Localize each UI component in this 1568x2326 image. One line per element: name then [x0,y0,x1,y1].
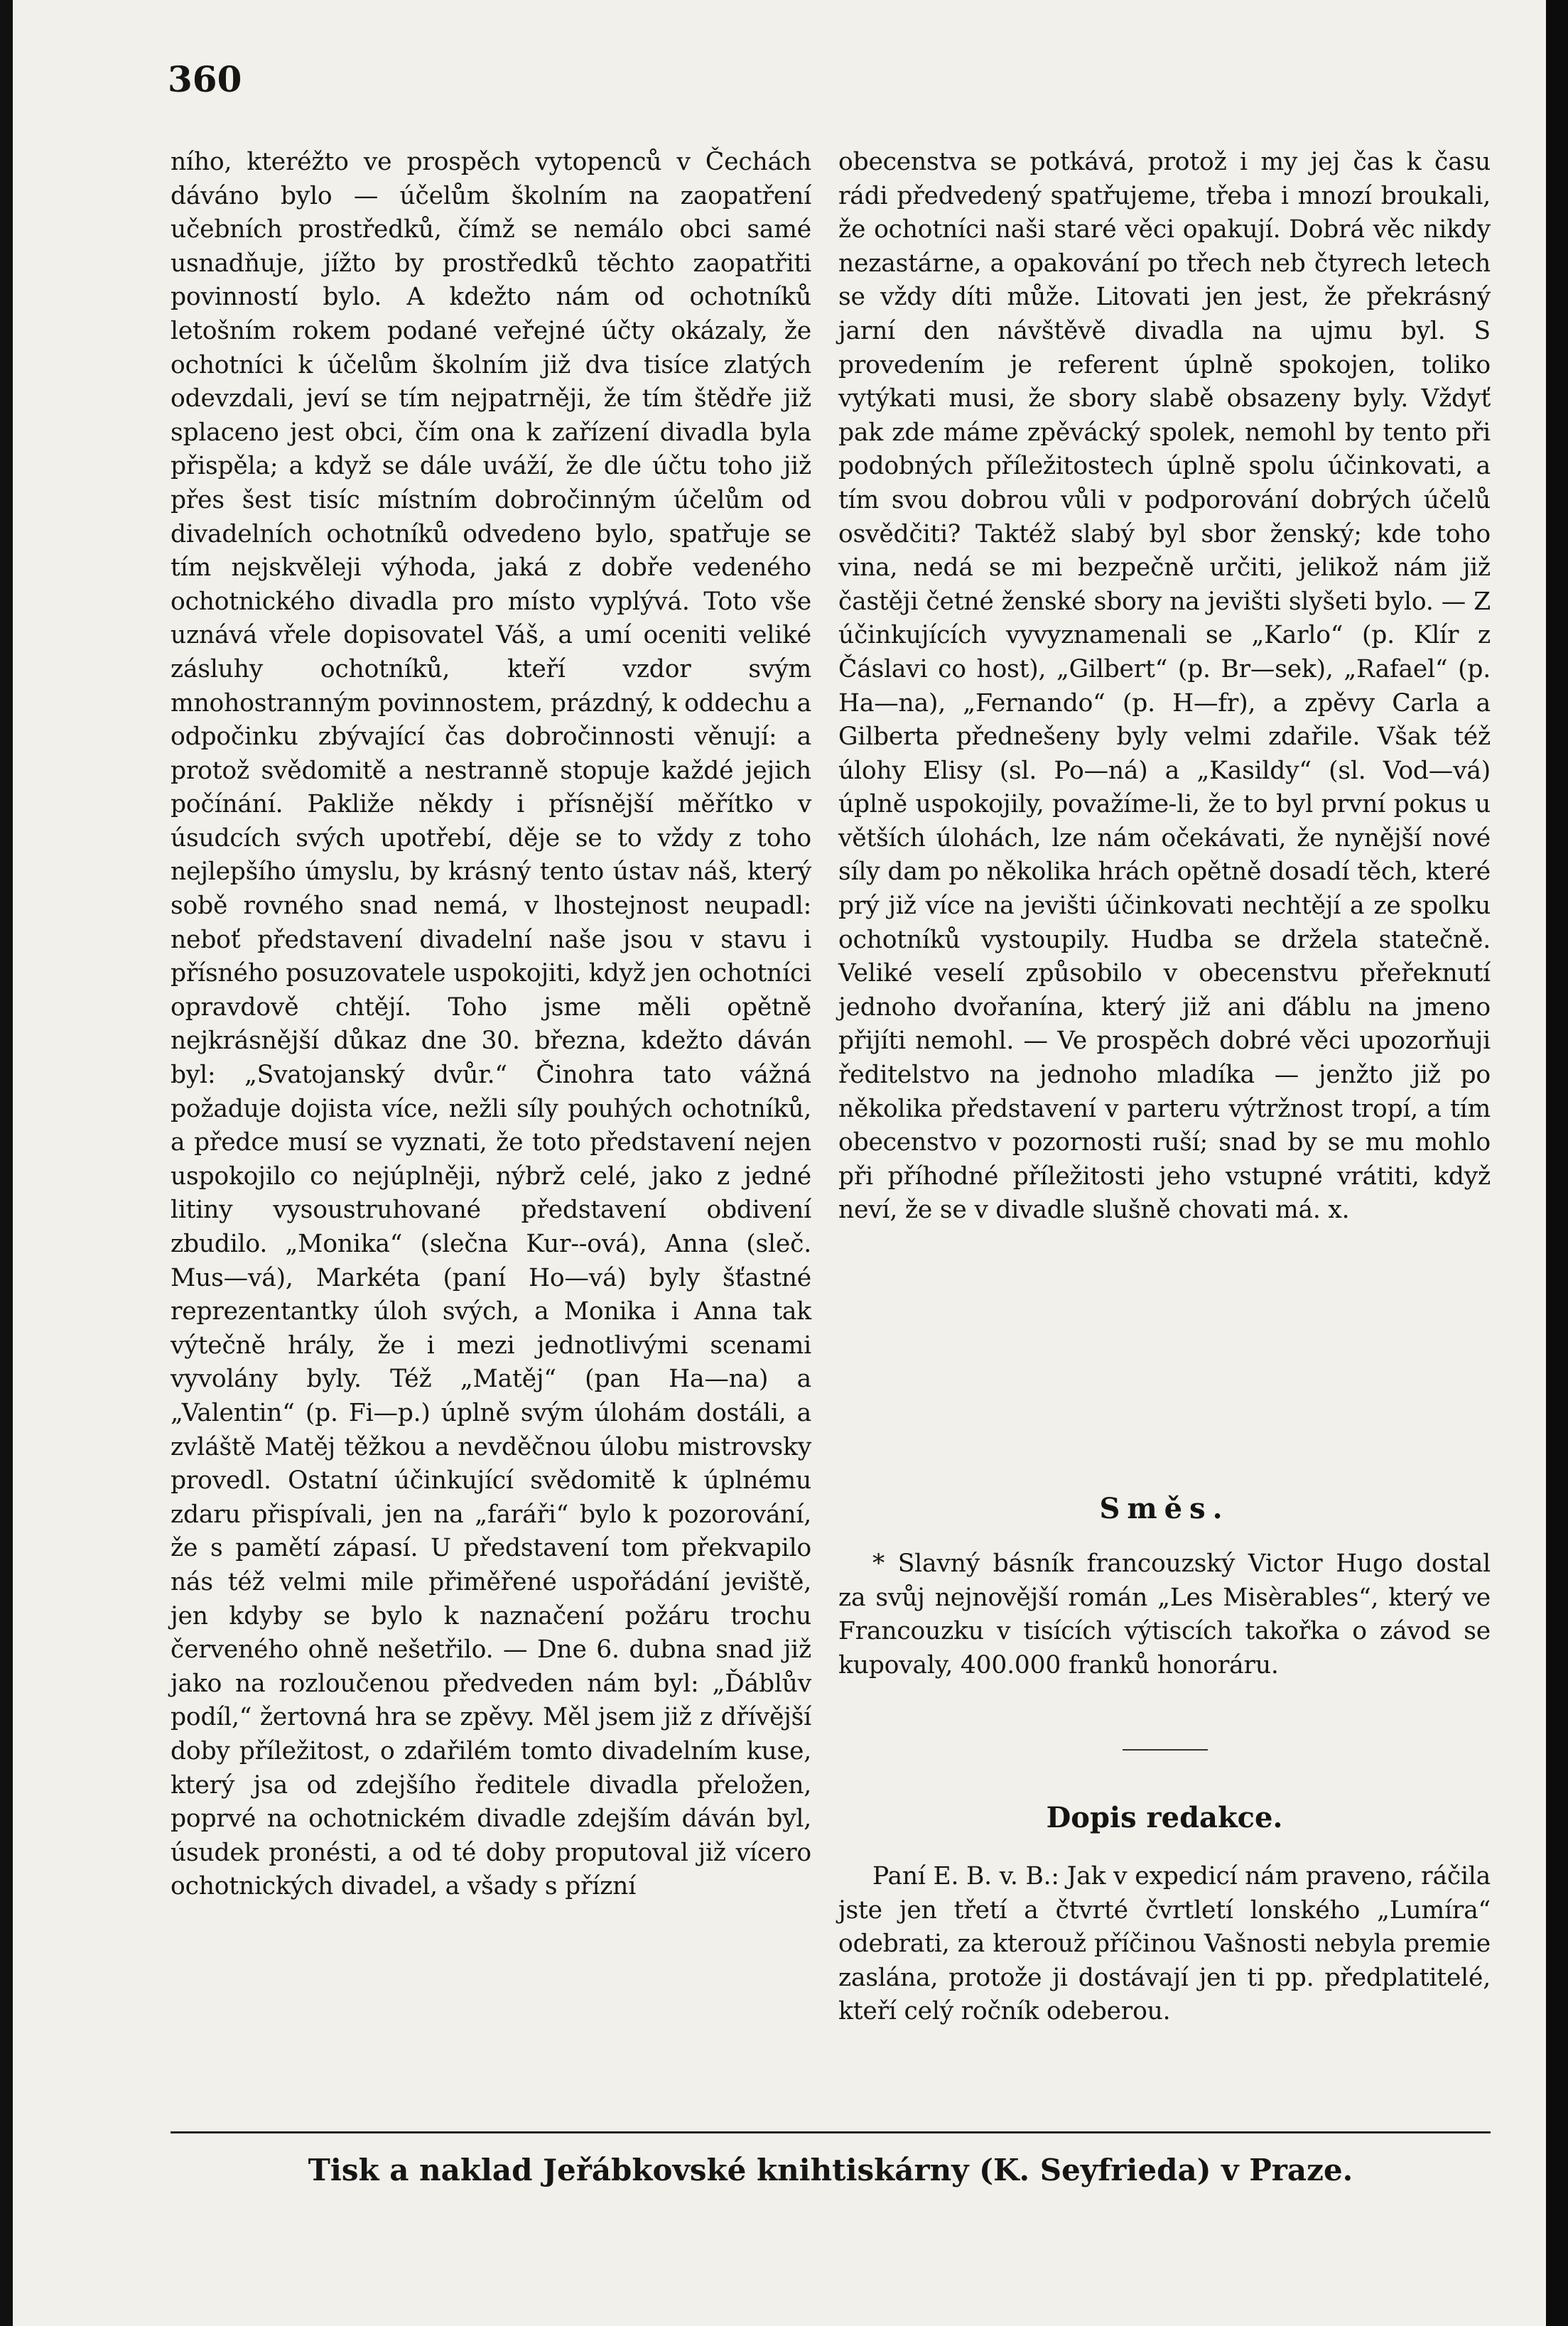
section-divider [1123,1749,1208,1751]
page-number: 360 [168,58,242,100]
smes-text: * Slavný básník francouzský Victor Hugo dostal za svůj nejnovější román „Les Misèrables“, který ve Francouzku v tisících výtiscích takořka o závod se kupovaly, 400.000 franků honoráru. [838,1549,1491,1679]
left-column-text: ního, kteréžto ve prospěch vytopenců v Čechách dáváno bylo — účelům školním na zaopatření učebních prostředků, čímž se nemálo obci samé usnadňuje, jížto by prostředků těchto zaopatřiti povinností bylo. A kdežto nám od ochotníků letošním rokem podané veřejné účty okázaly, že ochotníci k účelům školním již dva tisíce zlatých odevzdali, jeví se tím nejpatrněji, že tím štědře již splaceno jest obci, čím ona k zařízení divadla byla přispěla; a když se dále uváží, že dle účtu toho již přes šest tisíc místním dobročinným účelům od divadelních ochotníků odvedeno bylo, spatřuje se tím nejskvěleji výhoda, jaká z dobře vedeného ochotnického divadla pro místo vyplývá. Toto vše uznává vřele dopisovatel Váš, a umí oceniti veliké zásluhy ochotníků, kteří vzdor svým mnohostranným povinnostem, prázdný, k oddechu a odpočinku zbývající čas dobročinnosti věnují: a protož svědomitě a nestranně stopuje každé jejich počínání. Pakliže někdy i přísnější měřítko v úsudcích svých upotřebí, děje se to vždy z toho nejlepšího úmyslu, by krásný tento ústav náš, který sobě rovného snad nemá, v lhostejnost neupadl: neboť představení divadelní naše jsou v stavu i přísného posuzovatele uspokojiti, když jen ochotníci opravdově chtějí. Toho jsme měli opětně nejkrásnější důkaz dne 30. března, kdežto dáván byl: „Svatojanský dvůr.“ Činohra tato vážná požaduje dojista více, nežli síly pouhých ochotníků, a předce musí se vyznati, že toto představení nejen uspokojilo co nejúplněji, nýbrž celé, jako z jedné litiny vysoustruhované představení obdivení zbudilo. „Monika“ (slečna Kur--ová), Anna (sleč. Mus—vá), Markéta (paní Ho—vá) byly šťastné reprezentantky úloh svých, a Monika i Anna tak výtečně hrály, že i mezi jednotlivými scenami vyvolány byly. Též „Matěj“ (pan Ha—na) a „Valentin“ (p. Fi—p.) úplně svým úlohám dostáli, a zvláště Matěj těžkou a nevděčnou úlobu mistrovsky provedl. Ostatní účinkující svědomitě k úplnému zdaru přispívali, jen na „faráři“ bylo k pozorování, že s pamětí zápasí. U představení tom překvapilo nás též velmi mile přiměřené uspořádání jeviště, jen kdyby se bylo k naznačení požáru trochu červeného ohně nešetřilo. — Dne 6. dubna snad již jako na rozloučenou předveden nám byl: „Ďáblův podíl,“ žertovná hra se zpěvy. Měl jsem již z dřívější doby příležitost, o zdařilém tomto divadelním kuse, který jsa od zdejšího ředitele divadla přeložen, poprvé na ochotnickém divadle zdejším dáván byl, úsudek pronésti, a od té doby proputoval již vícero ochotnických divadel, a všady s přízní [171,148,811,1901]
dopis-heading: Dopis redakce. [1046,1801,1283,1834]
right-column-text: obecenstva se potkává, protož i my jej čas k času rádi předvedený spatřujeme, třeba i mnozí broukali, že ochotníci naši staré věci opakují. Dobrá věc nikdy nezastárne, a opakování po třech neb čtyrech letech se vždy díti může. Litovati jen jest, že překrásný jarní den návštěvě divadla na ujmu byl. S provedením je referent úplně spokojen, toliko vytýkati musi, že sbory slabě obsazeny byly. Vždyť pak zde máme zpěvácký spolek, nemohl by tento při podobných příležitostech úplně spolu účinkovati, a tím svou dobrou vůli v podporování dobrých účelů osvědčiti? Taktéž slabý byl sbor ženský; kde toho vina, nedá se mi bezpečně určiti, jelikož nám již častěji četné ženské sbory na jevišti slyšeti bylo. — Z účinkujících vyvyznamenali se „Karlo“ (p. Klír z Čáslavi co host), „Gilbert“ (p. Br—sek), „Rafael“ (p. Ha—na), „Fernando“ (p. H—fr), a zpěvy Carla a Gilberta přednešeny byly velmi zdařile. Však též úlohy Elisy (sl. Po—ná) a „Kasildy“ (sl. Vod—vá) úplně uspokojily, považíme-li, že to byl první pokus u větších úlohách, lze nám očekávati, že nynější nové síly dam po několika hrách opětně dosadí těch, které prý již více na jevišti účinkovati nechtějí a ze spolku ochotníků vystoupily. Hudba se držela statečně. Veliké veselí způsobilo v obecenstvu přeřeknutí jednoho dvořanína, který již ani ďáblu na jmeno přijíti nemohl. — Ve prospěch dobré věci upozorňuji ředitelstvo na jednoho mladíka — jenžto již po několika představení v parteru výtržnost tropí, a tím obecenstvo v pozornosti ruší; snad by se mu mohlo při příhodné příležitosti jeho vstupné vrátiti, když neví, že se v divadle slušně chovati má. x. [838,148,1491,1225]
smes-heading: Směs. [1099,1492,1230,1525]
footer-rule [171,2131,1491,2133]
right-column [838,146,1491,1228]
page [13,0,1546,2326]
dopis-section [838,1860,1491,2029]
scan-edge [1546,0,1568,2326]
smes-section [838,1547,1491,1682]
dopis-text: Paní E. B. v. B.: Jak v expedicí nám praveno, ráčila jste jen třetí a čtvrté čvrtletí lonského „Lumíra“ odebrati, za kterouž příčinou Vašnosti nebyla premie zaslána, protože ji dostávají jen ti pp. předplatitelé, kteří celý ročník odeberou. [838,1862,1491,2026]
left-column [171,146,811,1904]
colophon: Tisk a naklad Jeřábkovské knihtiskárny (K. Seyfrieda) v Praze. [308,2153,1353,2187]
